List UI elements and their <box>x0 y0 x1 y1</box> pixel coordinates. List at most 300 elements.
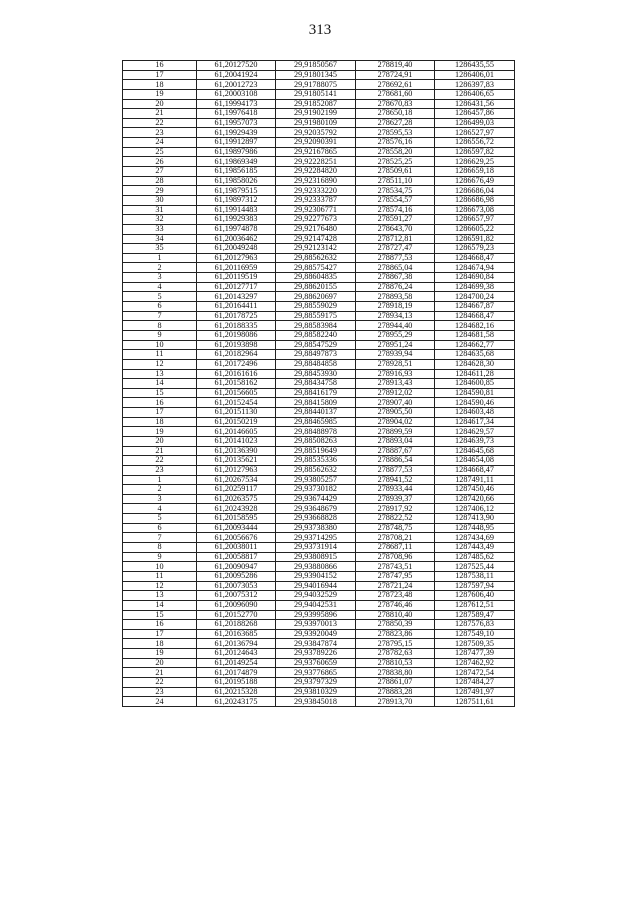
latitude-cell: 61,20003108 <box>197 89 276 99</box>
longitude-cell: 29,93805257 <box>276 475 356 485</box>
longitude-cell: 29,92277673 <box>276 215 356 225</box>
longitude-cell: 29,88508263 <box>276 436 356 446</box>
x-coordinate-cell: 278724,91 <box>356 70 435 80</box>
longitude-cell: 29,88604835 <box>276 273 356 283</box>
table-row <box>123 678 515 688</box>
latitude-cell: 61,20156605 <box>197 388 276 398</box>
latitude-cell: 61,19856185 <box>197 167 276 177</box>
x-coordinate-cell: 278883,28 <box>356 687 435 697</box>
y-coordinate-cell: 1284690,84 <box>435 273 515 283</box>
longitude-cell: 29,93714295 <box>276 533 356 543</box>
coordinates-table <box>122 60 515 707</box>
latitude-cell: 61,20049248 <box>197 244 276 254</box>
x-coordinate-cell: 278916,93 <box>356 369 435 379</box>
latitude-cell: 61,20075312 <box>197 591 276 601</box>
x-coordinate-cell: 278511,10 <box>356 176 435 186</box>
point-number-cell: 32 <box>123 215 197 225</box>
y-coordinate-cell: 1287509,35 <box>435 639 515 649</box>
latitude-cell: 61,19897312 <box>197 195 276 205</box>
x-coordinate-cell: 278822,52 <box>356 514 435 524</box>
longitude-cell: 29,88547529 <box>276 340 356 350</box>
latitude-cell: 61,20215328 <box>197 687 276 697</box>
y-coordinate-cell: 1284639,73 <box>435 436 515 446</box>
point-number-cell: 16 <box>123 398 197 408</box>
x-coordinate-cell: 278876,24 <box>356 282 435 292</box>
x-coordinate-cell: 278708,21 <box>356 533 435 543</box>
longitude-cell: 29,88415809 <box>276 398 356 408</box>
longitude-cell: 29,93880866 <box>276 562 356 572</box>
longitude-cell: 29,93810329 <box>276 687 356 697</box>
y-coordinate-cell: 1287612,51 <box>435 600 515 610</box>
table-row <box>123 224 515 234</box>
longitude-cell: 29,88559175 <box>276 311 356 321</box>
y-coordinate-cell: 1287472,54 <box>435 668 515 678</box>
table-row <box>123 176 515 186</box>
table-row <box>123 427 515 437</box>
y-coordinate-cell: 1286431,56 <box>435 99 515 109</box>
point-number-cell: 34 <box>123 234 197 244</box>
point-number-cell: 10 <box>123 340 197 350</box>
y-coordinate-cell: 1286406,01 <box>435 70 515 80</box>
latitude-cell: 61,19869349 <box>197 157 276 167</box>
longitude-cell: 29,92167865 <box>276 147 356 157</box>
x-coordinate-cell: 278861,07 <box>356 678 435 688</box>
table-row <box>123 292 515 302</box>
latitude-cell: 61,20127963 <box>197 465 276 475</box>
table-row <box>123 80 515 90</box>
longitude-cell: 29,88620155 <box>276 282 356 292</box>
point-number-cell: 14 <box>123 600 197 610</box>
longitude-cell: 29,91801345 <box>276 70 356 80</box>
table-row <box>123 668 515 678</box>
latitude-cell: 61,20193898 <box>197 340 276 350</box>
table-row <box>123 514 515 524</box>
table-row <box>123 388 515 398</box>
point-number-cell: 20 <box>123 436 197 446</box>
x-coordinate-cell: 278951,24 <box>356 340 435 350</box>
point-number-cell: 3 <box>123 273 197 283</box>
point-number-cell: 3 <box>123 494 197 504</box>
point-number-cell: 25 <box>123 147 197 157</box>
x-coordinate-cell: 278708,96 <box>356 552 435 562</box>
table-row <box>123 533 515 543</box>
point-number-cell: 11 <box>123 571 197 581</box>
y-coordinate-cell: 1287462,92 <box>435 658 515 668</box>
latitude-cell: 61,19929439 <box>197 128 276 138</box>
y-coordinate-cell: 1284668,47 <box>435 253 515 263</box>
longitude-cell: 29,92306771 <box>276 205 356 215</box>
point-number-cell: 24 <box>123 697 197 707</box>
y-coordinate-cell: 1284668,47 <box>435 311 515 321</box>
latitude-cell: 61,20267534 <box>197 475 276 485</box>
table-row <box>123 552 515 562</box>
y-coordinate-cell: 1284682,16 <box>435 321 515 331</box>
point-number-cell: 21 <box>123 668 197 678</box>
x-coordinate-cell: 278934,13 <box>356 311 435 321</box>
longitude-cell: 29,92035792 <box>276 128 356 138</box>
x-coordinate-cell: 278886,54 <box>356 456 435 466</box>
table-row <box>123 330 515 340</box>
latitude-cell: 61,20143297 <box>197 292 276 302</box>
x-coordinate-cell: 278838,80 <box>356 668 435 678</box>
latitude-cell: 61,19976418 <box>197 109 276 119</box>
longitude-cell: 29,91788075 <box>276 80 356 90</box>
y-coordinate-cell: 1284590,81 <box>435 388 515 398</box>
longitude-cell: 29,88416179 <box>276 388 356 398</box>
point-number-cell: 2 <box>123 263 197 273</box>
longitude-cell: 29,88497873 <box>276 350 356 360</box>
latitude-cell: 61,19957073 <box>197 118 276 128</box>
x-coordinate-cell: 278748,75 <box>356 523 435 533</box>
x-coordinate-cell: 278712,81 <box>356 234 435 244</box>
point-number-cell: 20 <box>123 99 197 109</box>
longitude-cell: 29,93920049 <box>276 629 356 639</box>
x-coordinate-cell: 278692,61 <box>356 80 435 90</box>
x-coordinate-cell: 278913,43 <box>356 379 435 389</box>
table-row <box>123 446 515 456</box>
table-row <box>123 138 515 148</box>
point-number-cell: 16 <box>123 620 197 630</box>
y-coordinate-cell: 1287434,69 <box>435 533 515 543</box>
point-number-cell: 21 <box>123 109 197 119</box>
point-number-cell: 16 <box>123 61 197 71</box>
longitude-cell: 29,93731914 <box>276 543 356 553</box>
point-number-cell: 5 <box>123 292 197 302</box>
table-row <box>123 571 515 581</box>
longitude-cell: 29,91852087 <box>276 99 356 109</box>
latitude-cell: 61,20093444 <box>197 523 276 533</box>
latitude-cell: 61,20096090 <box>197 600 276 610</box>
x-coordinate-cell: 278721,24 <box>356 581 435 591</box>
table-row <box>123 157 515 167</box>
latitude-cell: 61,20182964 <box>197 350 276 360</box>
x-coordinate-cell: 278912,02 <box>356 388 435 398</box>
point-number-cell: 35 <box>123 244 197 254</box>
table-row <box>123 369 515 379</box>
point-number-cell: 7 <box>123 533 197 543</box>
y-coordinate-cell: 1286499,03 <box>435 118 515 128</box>
y-coordinate-cell: 1286686,04 <box>435 186 515 196</box>
latitude-cell: 61,19914483 <box>197 205 276 215</box>
table-row <box>123 167 515 177</box>
point-number-cell: 31 <box>123 205 197 215</box>
longitude-cell: 29,92333220 <box>276 186 356 196</box>
latitude-cell: 61,20136794 <box>197 639 276 649</box>
table-row <box>123 504 515 514</box>
point-number-cell: 22 <box>123 456 197 466</box>
point-number-cell: 19 <box>123 427 197 437</box>
y-coordinate-cell: 1286397,83 <box>435 80 515 90</box>
longitude-cell: 29,93970013 <box>276 620 356 630</box>
latitude-cell: 61,20178725 <box>197 311 276 321</box>
table-row <box>123 629 515 639</box>
table-row <box>123 649 515 659</box>
latitude-cell: 61,20152454 <box>197 398 276 408</box>
y-coordinate-cell: 1286605,22 <box>435 224 515 234</box>
point-number-cell: 22 <box>123 678 197 688</box>
x-coordinate-cell: 278877,53 <box>356 253 435 263</box>
y-coordinate-cell: 1287443,49 <box>435 543 515 553</box>
table-row <box>123 70 515 80</box>
y-coordinate-cell: 1284674,94 <box>435 263 515 273</box>
point-number-cell: 18 <box>123 417 197 427</box>
longitude-cell: 29,88434758 <box>276 379 356 389</box>
coordinates-table-body <box>123 61 515 707</box>
x-coordinate-cell: 278595,53 <box>356 128 435 138</box>
x-coordinate-cell: 278554,57 <box>356 195 435 205</box>
latitude-cell: 61,20038011 <box>197 543 276 553</box>
longitude-cell: 29,92333787 <box>276 195 356 205</box>
point-number-cell: 20 <box>123 658 197 668</box>
latitude-cell: 61,20119519 <box>197 273 276 283</box>
x-coordinate-cell: 278525,25 <box>356 157 435 167</box>
x-coordinate-cell: 278650,18 <box>356 109 435 119</box>
x-coordinate-cell: 278913,70 <box>356 697 435 707</box>
y-coordinate-cell: 1284590,46 <box>435 398 515 408</box>
longitude-cell: 29,88582240 <box>276 330 356 340</box>
latitude-cell: 61,20243175 <box>197 697 276 707</box>
point-number-cell: 12 <box>123 359 197 369</box>
table-row <box>123 128 515 138</box>
latitude-cell: 61,19974878 <box>197 224 276 234</box>
longitude-cell: 29,93845018 <box>276 697 356 707</box>
x-coordinate-cell: 278904,02 <box>356 417 435 427</box>
y-coordinate-cell: 1284662,77 <box>435 340 515 350</box>
point-number-cell: 28 <box>123 176 197 186</box>
longitude-cell: 29,91980109 <box>276 118 356 128</box>
point-number-cell: 17 <box>123 70 197 80</box>
y-coordinate-cell: 1287525,44 <box>435 562 515 572</box>
x-coordinate-cell: 278727,47 <box>356 244 435 254</box>
y-coordinate-cell: 1284667,87 <box>435 302 515 312</box>
point-number-cell: 6 <box>123 302 197 312</box>
point-number-cell: 13 <box>123 591 197 601</box>
y-coordinate-cell: 1286556,72 <box>435 138 515 148</box>
x-coordinate-cell: 278819,40 <box>356 61 435 71</box>
longitude-cell: 29,92090391 <box>276 138 356 148</box>
table-row <box>123 379 515 389</box>
y-coordinate-cell: 1284654,08 <box>435 456 515 466</box>
x-coordinate-cell: 278867,38 <box>356 273 435 283</box>
x-coordinate-cell: 278810,53 <box>356 658 435 668</box>
x-coordinate-cell: 278643,70 <box>356 224 435 234</box>
y-coordinate-cell: 1287491,11 <box>435 475 515 485</box>
latitude-cell: 61,20161616 <box>197 369 276 379</box>
x-coordinate-cell: 278670,83 <box>356 99 435 109</box>
latitude-cell: 61,19912897 <box>197 138 276 148</box>
y-coordinate-cell: 1287538,11 <box>435 571 515 581</box>
point-number-cell: 4 <box>123 282 197 292</box>
point-number-cell: 6 <box>123 523 197 533</box>
latitude-cell: 61,20073053 <box>197 581 276 591</box>
point-number-cell: 17 <box>123 408 197 418</box>
point-number-cell: 8 <box>123 543 197 553</box>
table-row <box>123 398 515 408</box>
x-coordinate-cell: 278743,51 <box>356 562 435 572</box>
longitude-cell: 29,93797329 <box>276 678 356 688</box>
y-coordinate-cell: 1286659,18 <box>435 167 515 177</box>
point-number-cell: 1 <box>123 253 197 263</box>
longitude-cell: 29,88559029 <box>276 302 356 312</box>
point-number-cell: 22 <box>123 118 197 128</box>
x-coordinate-cell: 278939,94 <box>356 350 435 360</box>
latitude-cell: 61,20263575 <box>197 494 276 504</box>
x-coordinate-cell: 278627,28 <box>356 118 435 128</box>
point-number-cell: 10 <box>123 562 197 572</box>
point-number-cell: 23 <box>123 128 197 138</box>
table-row <box>123 465 515 475</box>
longitude-cell: 29,88575427 <box>276 263 356 273</box>
y-coordinate-cell: 1286527,97 <box>435 128 515 138</box>
y-coordinate-cell: 1287491,97 <box>435 687 515 697</box>
latitude-cell: 61,19994173 <box>197 99 276 109</box>
x-coordinate-cell: 278955,29 <box>356 330 435 340</box>
y-coordinate-cell: 1284628,30 <box>435 359 515 369</box>
y-coordinate-cell: 1287597,94 <box>435 581 515 591</box>
latitude-cell: 61,20135621 <box>197 456 276 466</box>
y-coordinate-cell: 1284629,57 <box>435 427 515 437</box>
latitude-cell: 61,20041924 <box>197 70 276 80</box>
latitude-cell: 61,19929383 <box>197 215 276 225</box>
point-number-cell: 23 <box>123 687 197 697</box>
table-row <box>123 215 515 225</box>
y-coordinate-cell: 1287406,12 <box>435 504 515 514</box>
x-coordinate-cell: 278933,44 <box>356 485 435 495</box>
x-coordinate-cell: 278823,86 <box>356 629 435 639</box>
table-row <box>123 436 515 446</box>
y-coordinate-cell: 1286657,97 <box>435 215 515 225</box>
y-coordinate-cell: 1286629,25 <box>435 157 515 167</box>
table-row <box>123 359 515 369</box>
x-coordinate-cell: 278939,37 <box>356 494 435 504</box>
y-coordinate-cell: 1286579,23 <box>435 244 515 254</box>
point-number-cell: 15 <box>123 610 197 620</box>
y-coordinate-cell: 1286686,98 <box>435 195 515 205</box>
point-number-cell: 11 <box>123 350 197 360</box>
x-coordinate-cell: 278865,04 <box>356 263 435 273</box>
y-coordinate-cell: 1286597,82 <box>435 147 515 157</box>
latitude-cell: 61,20164411 <box>197 302 276 312</box>
x-coordinate-cell: 278574,16 <box>356 205 435 215</box>
longitude-cell: 29,93760659 <box>276 658 356 668</box>
table-row <box>123 205 515 215</box>
point-number-cell: 29 <box>123 186 197 196</box>
table-row <box>123 186 515 196</box>
table-row <box>123 61 515 71</box>
table-row <box>123 543 515 553</box>
longitude-cell: 29,92316890 <box>276 176 356 186</box>
point-number-cell: 12 <box>123 581 197 591</box>
table-row <box>123 234 515 244</box>
latitude-cell: 61,20090947 <box>197 562 276 572</box>
table-row <box>123 591 515 601</box>
table-row <box>123 311 515 321</box>
latitude-cell: 61,20141023 <box>197 436 276 446</box>
y-coordinate-cell: 1284700,24 <box>435 292 515 302</box>
latitude-cell: 61,20012723 <box>197 80 276 90</box>
latitude-cell: 61,20188268 <box>197 620 276 630</box>
table-row <box>123 417 515 427</box>
point-number-cell: 1 <box>123 475 197 485</box>
longitude-cell: 29,94016944 <box>276 581 356 591</box>
y-coordinate-cell: 1284603,48 <box>435 408 515 418</box>
table-row <box>123 610 515 620</box>
y-coordinate-cell: 1287450,46 <box>435 485 515 495</box>
latitude-cell: 61,19879515 <box>197 186 276 196</box>
x-coordinate-cell: 278747,95 <box>356 571 435 581</box>
x-coordinate-cell: 278558,20 <box>356 147 435 157</box>
latitude-cell: 61,19858026 <box>197 176 276 186</box>
y-coordinate-cell: 1287549,10 <box>435 629 515 639</box>
latitude-cell: 61,20136390 <box>197 446 276 456</box>
y-coordinate-cell: 1284635,68 <box>435 350 515 360</box>
longitude-cell: 29,88440137 <box>276 408 356 418</box>
table-row <box>123 195 515 205</box>
longitude-cell: 29,93808915 <box>276 552 356 562</box>
y-coordinate-cell: 1284668,47 <box>435 465 515 475</box>
point-number-cell: 7 <box>123 311 197 321</box>
x-coordinate-cell: 278795,15 <box>356 639 435 649</box>
x-coordinate-cell: 278918,19 <box>356 302 435 312</box>
y-coordinate-cell: 1287485,62 <box>435 552 515 562</box>
page-number: 313 <box>308 22 332 38</box>
longitude-cell: 29,93776865 <box>276 668 356 678</box>
x-coordinate-cell: 278509,61 <box>356 167 435 177</box>
point-number-cell: 4 <box>123 504 197 514</box>
latitude-cell: 61,20127963 <box>197 253 276 263</box>
table-row <box>123 523 515 533</box>
longitude-cell: 29,93789226 <box>276 649 356 659</box>
y-coordinate-cell: 1287606,40 <box>435 591 515 601</box>
table-row <box>123 263 515 273</box>
latitude-cell: 61,20058817 <box>197 552 276 562</box>
longitude-cell: 29,88465985 <box>276 417 356 427</box>
latitude-cell: 61,20127717 <box>197 282 276 292</box>
y-coordinate-cell: 1286435,55 <box>435 61 515 71</box>
y-coordinate-cell: 1284611,28 <box>435 369 515 379</box>
longitude-cell: 29,93648679 <box>276 504 356 514</box>
latitude-cell: 61,20188335 <box>197 321 276 331</box>
longitude-cell: 29,88453930 <box>276 369 356 379</box>
table-row <box>123 494 515 504</box>
table-row <box>123 562 515 572</box>
longitude-cell: 29,92176480 <box>276 224 356 234</box>
y-coordinate-cell: 1287576,83 <box>435 620 515 630</box>
longitude-cell: 29,94042531 <box>276 600 356 610</box>
y-coordinate-cell: 1287448,95 <box>435 523 515 533</box>
latitude-cell: 61,20158595 <box>197 514 276 524</box>
y-coordinate-cell: 1287477,39 <box>435 649 515 659</box>
table-row <box>123 408 515 418</box>
longitude-cell: 29,93730182 <box>276 485 356 495</box>
latitude-cell: 61,20095286 <box>197 571 276 581</box>
table-row <box>123 302 515 312</box>
longitude-cell: 29,88484858 <box>276 359 356 369</box>
latitude-cell: 61,20151130 <box>197 408 276 418</box>
longitude-cell: 29,92147428 <box>276 234 356 244</box>
latitude-cell: 61,19897986 <box>197 147 276 157</box>
longitude-cell: 29,88583984 <box>276 321 356 331</box>
longitude-cell: 29,92123142 <box>276 244 356 254</box>
longitude-cell: 29,92284820 <box>276 167 356 177</box>
y-coordinate-cell: 1284681,58 <box>435 330 515 340</box>
point-number-cell: 5 <box>123 514 197 524</box>
point-number-cell: 18 <box>123 80 197 90</box>
x-coordinate-cell: 278850,39 <box>356 620 435 630</box>
longitude-cell: 29,88488978 <box>276 427 356 437</box>
table-row <box>123 620 515 630</box>
point-number-cell: 21 <box>123 446 197 456</box>
